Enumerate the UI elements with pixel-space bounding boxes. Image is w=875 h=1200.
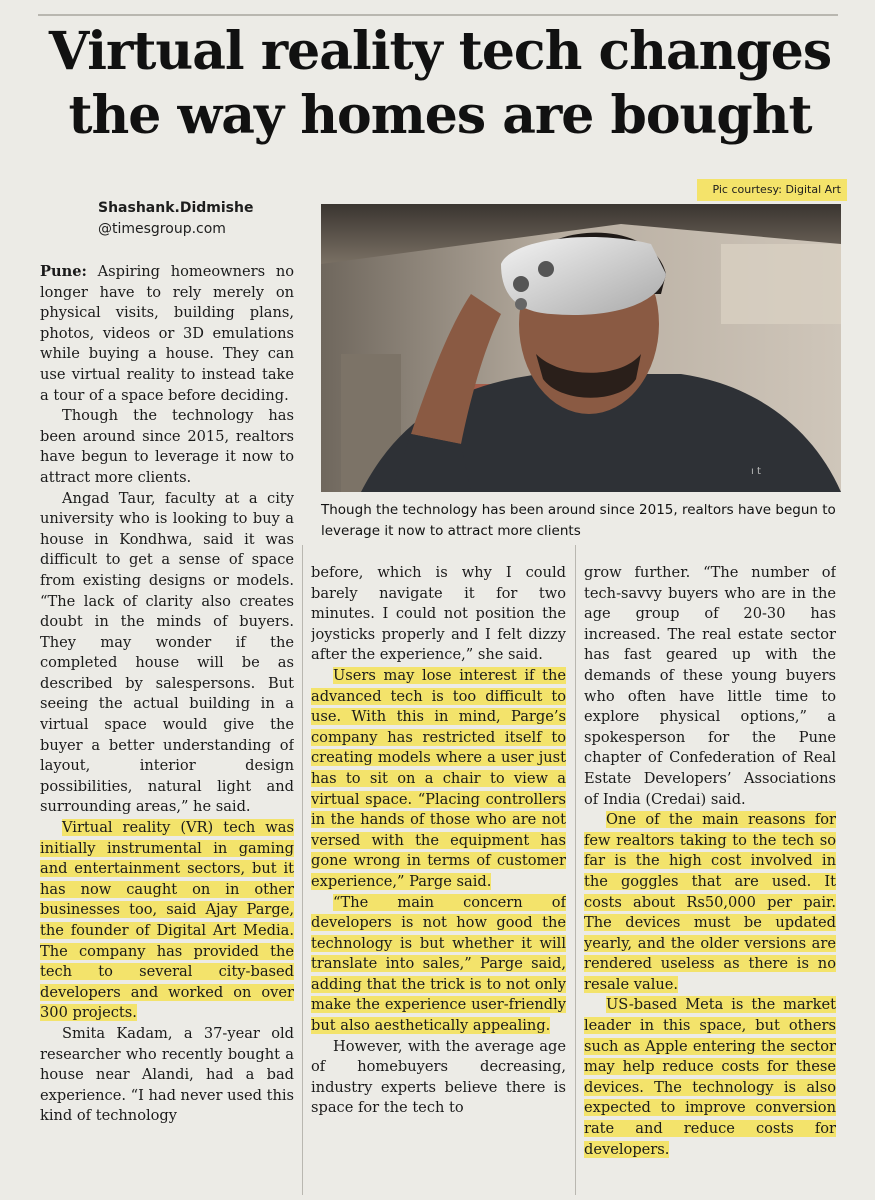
paragraph-highlighted (40, 818, 294, 1024)
headline (40, 20, 840, 148)
highlighted-text: One of the main reasons for few realtors taking to the tech so far is the high cost involved in the goggles that are used. It costs about Rs50,000 per pair. The devices must be updated yearly, and the older versions are rendered useless as there is no resale value. (584, 811, 836, 993)
highlighted-text: “The main concern of developers is not how good the technology is but whether it will translate into sales,” Parge said, adding that the trick is to not only make the experience user-friendly but also aesthetically appealing. (311, 893, 566, 1035)
paragraph-highlighted (584, 995, 836, 1160)
highlighted-text: Users may lose interest if the advanced tech is too difficult to use. With this in mind, Parge’s company has restricted itself to creating models where a user just has to sit on a chair to view a virtual space. “Placing controllers in the hands of those who are not versed with the equipment has gone wrong in terms of customer experience,” Parge said. (311, 666, 566, 890)
photo-caption: Though the technology has been around since 2015, realtors have begun to leverage it now to attract more clients (321, 502, 836, 539)
column-divider (575, 545, 576, 1195)
paragraph-highlighted (311, 893, 566, 1037)
paragraph-text: Aspiring homeowners no longer have to rely merely on physical visits, building plans, photos, videos or 3D emulations while buying a house. They can use virtual reality to instead take a tour of a space before deciding. (40, 263, 294, 404)
paragraph: However, with the average age of homebuyers decreasing, industry experts believe there is space for the tech to (311, 1037, 566, 1117)
paragraph: grow further. “The number of tech-savvy buyers who are in the age group of 20-30 has increased. The real estate sector has fast geared up with the demands of these young buyers who often have little time to explore physical options,” a spokesperson for the Pune chapter of Confederation of Real Estate Developers’ Associations of India (Credai) said. (584, 564, 836, 808)
paragraph: Smita Kadam, a 37-year old researcher who recently bought a house near Alandi, had a bad experience. “I had never used this kind of technology (40, 1024, 294, 1125)
paragraph (40, 262, 294, 406)
photo-illustration (321, 204, 841, 492)
highlighted-text: Virtual reality (VR) tech was initially instrumental in gaming and entertainment sectors, but it has now caught on in other businesses too, said Ajay Parge, the founder of Digital Art Media. The company has provided the tech to several city-based developers and worked on over 300 projects. (40, 819, 294, 1022)
vr-headset-photo (321, 204, 841, 492)
paragraph: Though the technology has been around since 2015, realtors have begun to leverage it now to attract more clients. (40, 407, 294, 486)
shirt-mark: ı t (751, 466, 761, 477)
headline-line-1: Virtual reality tech changes (48, 21, 832, 82)
byline-email: @timesgroup.com (98, 221, 226, 237)
dateline: Pune: (40, 263, 87, 280)
paragraph-highlighted (311, 666, 566, 893)
article-column-2 (311, 563, 566, 1193)
headline-line-2: the way homes are bought (68, 85, 812, 146)
paragraph: before, which is why I could barely navigate it for two minutes. I could not position the joysticks properly and I felt dizzy after the experience,” she said. (311, 564, 566, 664)
column-divider (302, 545, 303, 1195)
byline-name: Shashank.Didmishe (98, 200, 254, 216)
paragraph: Angad Taur, faculty at a city university who is looking to buy a house in Kondhwa, said it was difficult to get a sense of space from existing designs or models. “The lack of clarity also creates doubt in the minds of buyers. They may wonder if the completed house will be as described by salespersons. But seeing the actual building in a virtual space would give the buyer a better understanding of layout, interior design possibilities, natural light and surrounding areas,” he said. (40, 489, 294, 816)
photo-credit: Pic courtesy: Digital Art (697, 179, 847, 201)
article-column-3 (584, 563, 836, 1193)
paragraph-highlighted (584, 810, 836, 995)
highlighted-text: US-based Meta is the market leader in this space, but others such as Apple entering the sector may help reduce costs for these devices. The technology is also expected to improve conversion rate and reduce costs for developers. (584, 996, 836, 1158)
top-rule (38, 14, 838, 16)
article-column-1 (40, 262, 294, 1197)
